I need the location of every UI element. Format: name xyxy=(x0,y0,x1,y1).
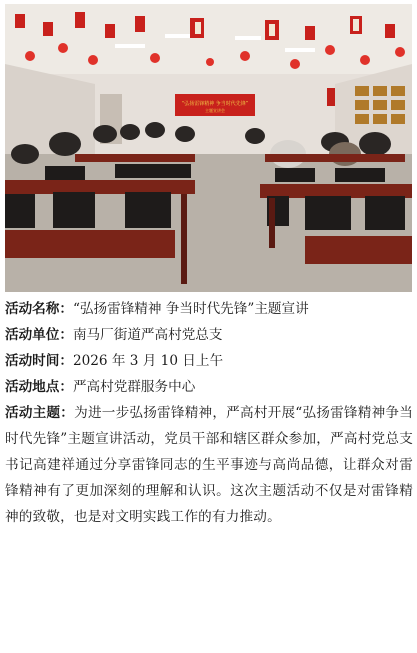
activity-place-value: 严高村党群服务中心 xyxy=(72,379,196,395)
activity-time-value: 2026 年 3 月 10 日上午 xyxy=(72,353,224,369)
activity-time-row xyxy=(5,348,413,374)
activity-unit-row xyxy=(5,322,413,348)
activity-name-row xyxy=(5,296,413,322)
activity-unit-label: 活动单位： xyxy=(5,327,73,343)
activity-place-label: 活动地点： xyxy=(5,379,73,395)
svg-text:主题宣讲会: 主题宣讲会 xyxy=(205,108,225,113)
activity-time-label: 活动时间： xyxy=(5,353,73,369)
activity-theme-label: 活动主题： xyxy=(5,405,75,421)
svg-text:“弘扬雷锋精神 争当时代先锋”: “弘扬雷锋精神 争当时代先锋” xyxy=(181,101,249,107)
activity-name-label: 活动名称： xyxy=(5,301,73,317)
activity-theme-row xyxy=(5,400,413,530)
activity-info xyxy=(5,296,413,530)
activity-unit-value: 南马厂街道严高村党总支 xyxy=(72,327,223,343)
activity-place-row xyxy=(5,374,413,400)
meeting-room-photo xyxy=(5,4,412,292)
activity-theme-value: 为进一步弘扬雷锋精神，严高村开展“弘扬雷锋精神争当时代先锋”主题宣讲活动，党员干部和辖区群众参加，严高村党总支书记高建祥通过分享雷锋同志的生平事迹与高尚品德，让群众对雷锋精神有了更加深刻的理解和认识。这次主题活动不仅是对雷锋精神的致敬，也是对文明实践工作的有力推动。 xyxy=(5,405,414,525)
activity-name-value: “弘扬雷锋精神 争当时代先锋”主题宣讲 xyxy=(72,301,309,317)
event-photo xyxy=(5,4,412,292)
